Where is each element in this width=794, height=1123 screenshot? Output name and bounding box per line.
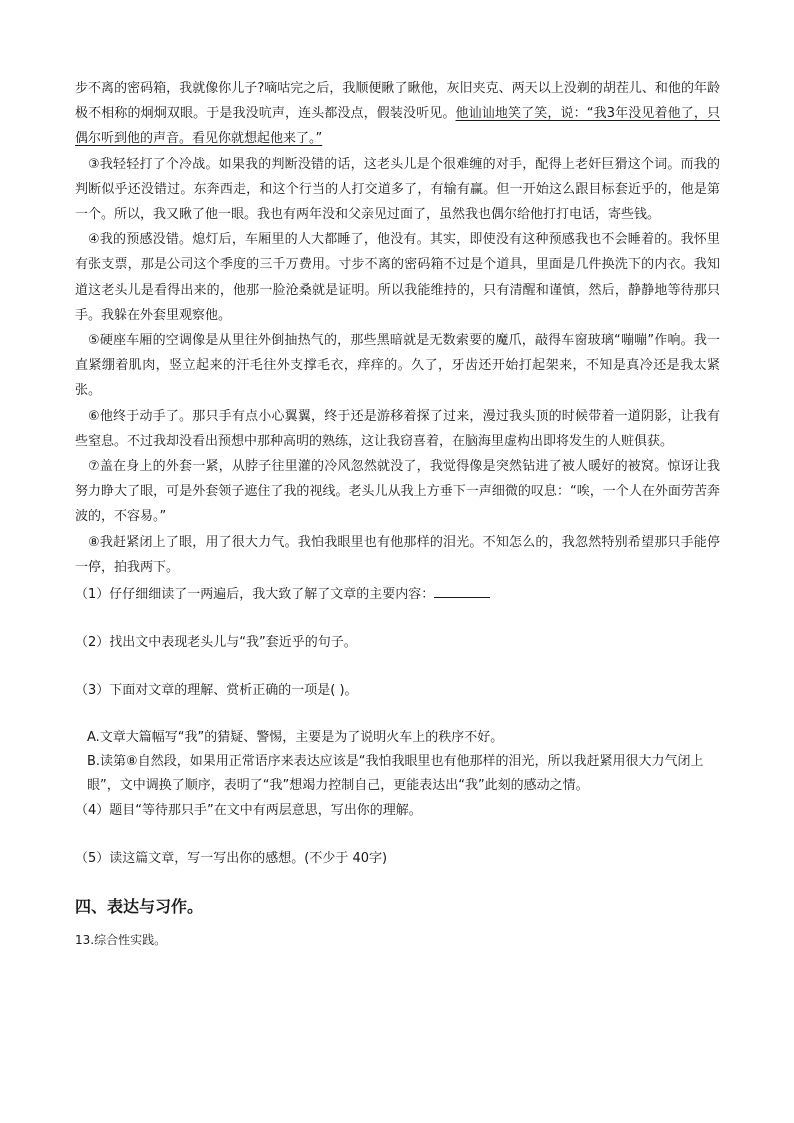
option-a: A.文章大篇幅写“我”的猜疑、警惕，主要是为了说明火车上的秩序不好。 bbox=[87, 730, 504, 746]
option-b: B.读第⑧自然段，如果用正常语序来表达应该是“我怕我眼里也有他那样的泪光，所以我赶紧用很大力气闭上眼”，文中调换了顺序，表明了“我”想竭力控制自己，更能表达出“我”此刻的感动之情。 bbox=[87, 754, 704, 794]
question-1 bbox=[75, 583, 720, 606]
paragraph-7: ⑦盖在身上的外套一紧，从脖子往里灌的冷风忽然就没了，我觉得像是突然钻进了被人暖好的被窝。惊讶让我努力睁大了眼，可是外套领子遮住了我的视线。老头儿从我上方垂下一声细微的叹息：“唉，一个人在外面劳苦奔波的，不容易。” bbox=[75, 459, 720, 525]
paragraph-2-continued bbox=[75, 76, 720, 152]
paragraph-3: ③我轻轻打了个冷战。如果我的判断没错的话，这老头儿是个很难缠的对手，配得上老奸巨猾这个词。而我的判断似乎还没错过。东奔西走，和这个行当的人打交道多了，有输有赢。但一开始这么跟目标套近乎的，他是第一个。所以，我又瞅了他一眼。我也有两年没和父亲见过面了，虽然我也偶尔给他打打电话，寄些钱。 bbox=[75, 156, 720, 223]
question-2: （2）找出文中表现老头儿与“我”套近乎的句子。 bbox=[75, 635, 357, 651]
underlined-sentence: 他讪讪地笑了笑，说：“我3年没见着他了，只偶尔听到他的声音。看见你就想起他来了。” bbox=[75, 106, 720, 147]
section-4-title: 四、表达与习作。 bbox=[75, 897, 204, 917]
worksheet-page bbox=[75, 76, 720, 948]
answer-blank[interactable] bbox=[434, 583, 490, 598]
question-4: （4）题目“等待那只手”在文中有两层意思，写出你的理解。 bbox=[75, 803, 422, 819]
paragraph-5: ⑤硬座车厢的空调像是从里往外倒抽热气的，那些黑暗就是无数索要的魔爪，敲得车窗玻璃“嘣嘣”作响。我一直紧绷着肌肉，竖立起来的汗毛往外支撑毛衣，痒痒的。久了，牙齿还开始打起架来，不知是真冷还是我太紧张。 bbox=[75, 333, 720, 399]
item-13: 13.综合性实践。 bbox=[75, 933, 167, 948]
paragraph-2-text: 步不离的密码箱，我就像你儿子?嘀咕完之后，我顺便瞅了瞅他，灰旧夹克、两天以上没剃的胡茬儿、和他的年龄极不相称的炯炯双眼。于是我没吭声，连头都没点，假装没听见。 bbox=[75, 81, 720, 122]
paragraph-6: ⑥他终于动手了。那只手有点小心翼翼，终于还是游移着探了过来，漫过我头顶的时候带着一道阴影，让我有些窒息。不过我却没看出预想中那种高明的熟练，这让我窃喜着，在脑海里虚构出即将发生的人赃俱获。 bbox=[75, 408, 720, 449]
question-3: （3）下面对文章的理解、赏析正确的一项是( )。 bbox=[75, 683, 358, 699]
question-5: （5）读这篇文章，写一写出你的感想。(不少于 40字) bbox=[75, 851, 388, 867]
question-1-text: （1）仔仔细细读了一两遍后，我大致了解了文章的主要内容： bbox=[75, 587, 435, 603]
paragraph-8: ⑧我赶紧闭上了眼，用了很大力气。我怕我眼里也有他那样的泪光。不知怎么的，我忽然特别希望那只手能停一停，拍我两下。 bbox=[75, 534, 720, 575]
paragraph-4: ④我的预感没错。熄灯后，车厢里的人大都睡了，他没有。其实，即使没有这种预感我也不会睡着的。我怀里有张支票，那是公司这个季度的三千万费用。寸步不离的密码箱不过是个道具，里面是几件换洗下的内衣。我知道这老头儿是看得出来的，他那一脸沧桑就是证明。所以我能维持的，只有清醒和谨慎，然后，静静地等待那只手。我躲在外套里观察他。 bbox=[75, 232, 720, 323]
